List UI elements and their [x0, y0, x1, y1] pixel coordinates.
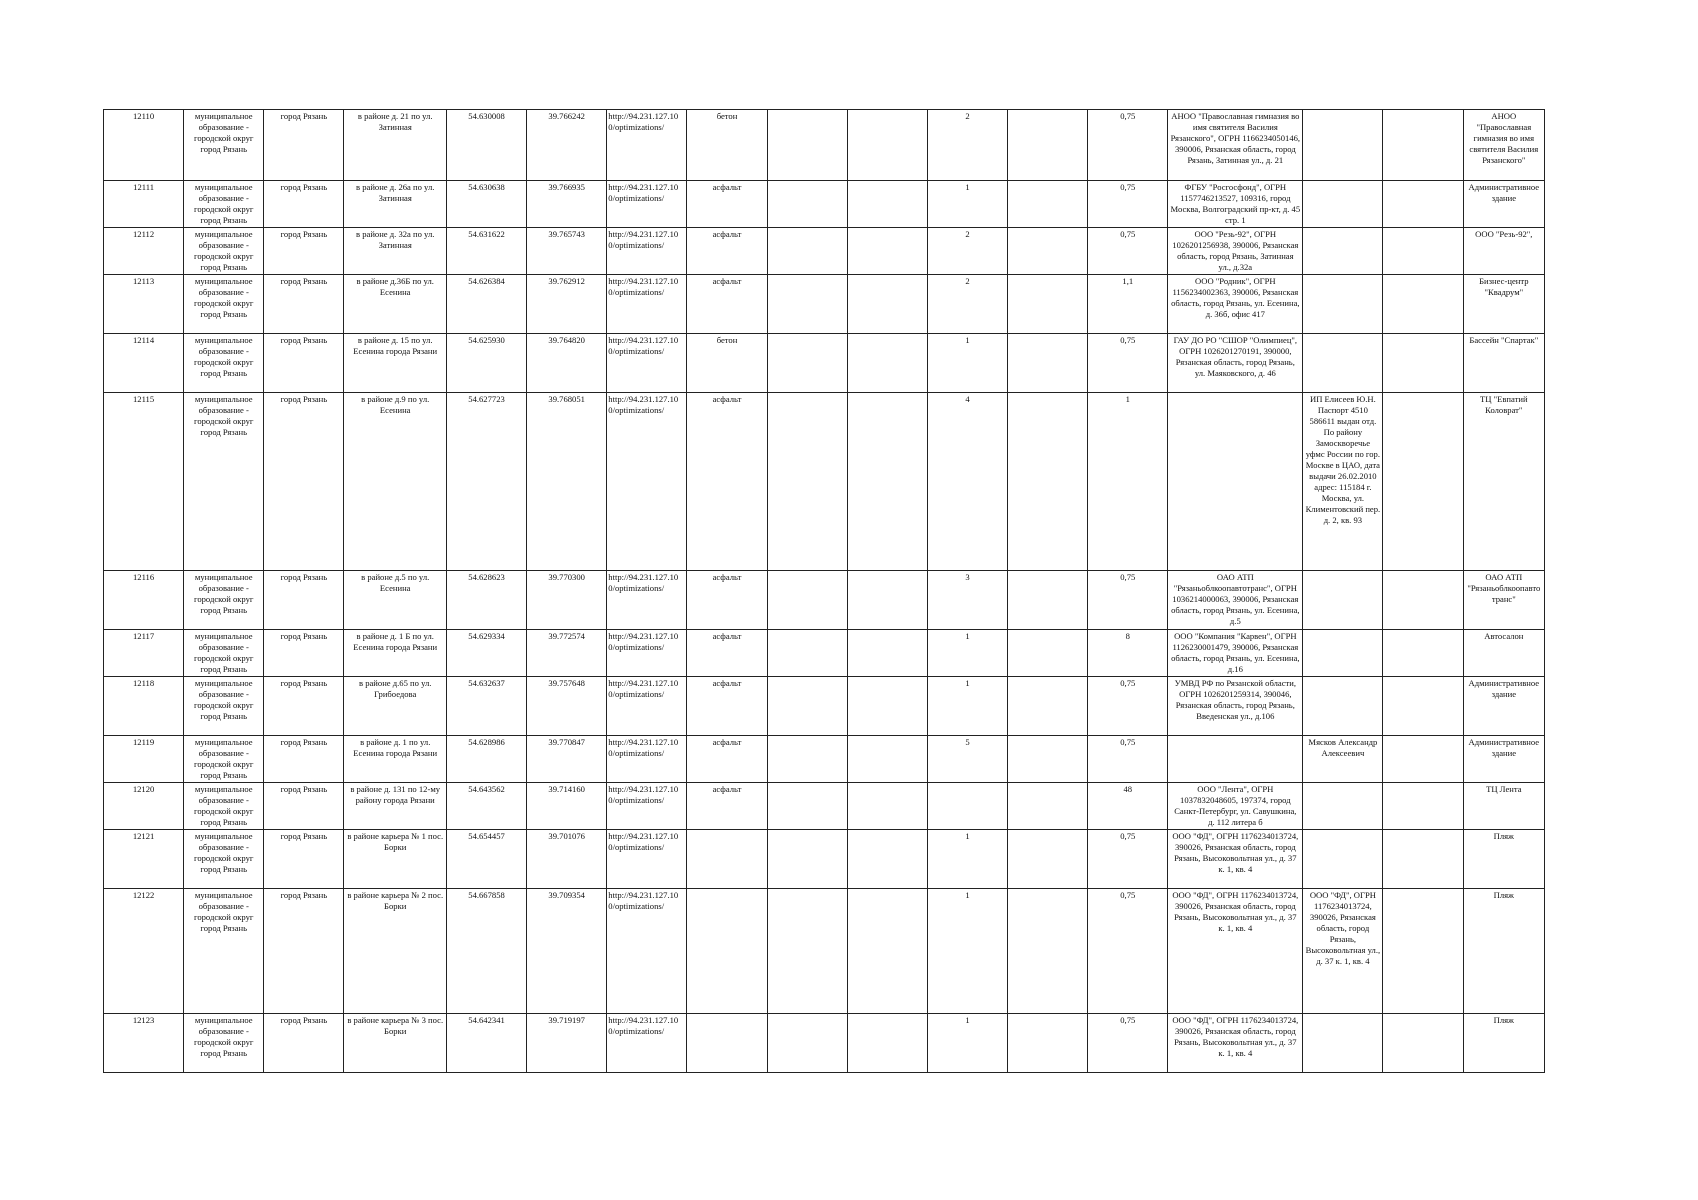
cell-id: 12120: [104, 783, 184, 830]
cell-c9: [767, 571, 847, 630]
cell-surface: асфальт: [687, 677, 767, 736]
cell-mo: муниципальное образование - городской округ город Рязань: [184, 736, 264, 783]
cell-addr: в районе д.65 по ул. Грибоедова: [344, 677, 446, 736]
cell-lon: 39.714160: [527, 783, 607, 830]
cell-city: город Рязань: [264, 334, 344, 393]
cell-id: 12116: [104, 571, 184, 630]
cell-vol: 0,75: [1088, 110, 1168, 181]
cell-facility: Административное здание: [1463, 736, 1544, 783]
cell-mo: муниципальное образование - городской округ город Рязань: [184, 677, 264, 736]
cell-lat: 54.629334: [446, 630, 526, 677]
cell-id: 12110: [104, 110, 184, 181]
cell-addr: в районе д.9 по ул. Есенина: [344, 393, 446, 571]
cell-facility: ТЦ "Евпатий Коловрат": [1463, 393, 1544, 571]
cell-owner_person: [1303, 275, 1383, 334]
cell-facility: Бизнес-центр "Квадрум": [1463, 275, 1544, 334]
cell-lon: 39.766935: [527, 181, 607, 228]
cell-addr: в районе карьера № 3 пос. Борки: [344, 1014, 446, 1073]
cell-facility: Автосалон: [1463, 630, 1544, 677]
cell-c12: [1008, 334, 1088, 393]
cell-url: http://94.231.127.10 0/optimizations/: [607, 228, 687, 275]
cell-c9: [767, 275, 847, 334]
cell-city: город Рязань: [264, 1014, 344, 1073]
cell-city: город Рязань: [264, 830, 344, 889]
cell-addr: в районе карьера № 1 пос. Борки: [344, 830, 446, 889]
table-row: [104, 630, 1545, 677]
cell-mo: муниципальное образование - городской округ город Рязань: [184, 1014, 264, 1073]
cell-lat: 54.630008: [446, 110, 526, 181]
cell-vol: 0,75: [1088, 571, 1168, 630]
cell-facility: ООО "Резь-92",: [1463, 228, 1544, 275]
cell-vol: 0,75: [1088, 736, 1168, 783]
cell-c12: [1008, 783, 1088, 830]
cell-surface: асфальт: [687, 571, 767, 630]
cell-c12: [1008, 275, 1088, 334]
cell-count: 1: [927, 830, 1007, 889]
cell-facility: Пляж: [1463, 1014, 1544, 1073]
cell-id: 12121: [104, 830, 184, 889]
cell-c12: [1008, 181, 1088, 228]
cell-c10: [847, 393, 927, 571]
cell-owner_org: ООО "Резь-92", ОГРН 1026201256938, 390006, Рязанская область, город Рязань, Затинная ул., д.32а: [1168, 228, 1303, 275]
cell-surface: асфальт: [687, 181, 767, 228]
cell-addr: в районе д. 1 Б по ул. Есенина города Рязани: [344, 630, 446, 677]
cell-id: 12119: [104, 736, 184, 783]
cell-surface: [687, 1014, 767, 1073]
cell-surface: асфальт: [687, 393, 767, 571]
cell-c10: [847, 736, 927, 783]
cell-city: город Рязань: [264, 677, 344, 736]
cell-owner_org: ООО "ФД", ОГРН 1176234013724, 390026, Рязанская область, город Рязань, Высоковольтная ул., д. 37 к. 1, кв. 4: [1168, 1014, 1303, 1073]
cell-owner_person: [1303, 630, 1383, 677]
cell-lon: 39.709354: [527, 889, 607, 1014]
cell-c10: [847, 275, 927, 334]
cell-c12: [1008, 830, 1088, 889]
cell-id: 12122: [104, 889, 184, 1014]
cell-c10: [847, 1014, 927, 1073]
cell-vol: 0,75: [1088, 334, 1168, 393]
cell-lon: 39.768051: [527, 393, 607, 571]
table-row: [104, 1014, 1545, 1073]
cell-owner_person: [1303, 1014, 1383, 1073]
cell-mo: муниципальное образование - городской округ город Рязань: [184, 889, 264, 1014]
cell-count: 1: [927, 630, 1007, 677]
cell-lon: 39.770300: [527, 571, 607, 630]
cell-lat: 54.654457: [446, 830, 526, 889]
cell-c10: [847, 110, 927, 181]
cell-owner_org: [1168, 736, 1303, 783]
cell-c9: [767, 736, 847, 783]
registry-table: [103, 109, 1545, 1073]
cell-id: 12112: [104, 228, 184, 275]
cell-url: http://94.231.127.10 0/optimizations/: [607, 830, 687, 889]
cell-vol: 0,75: [1088, 830, 1168, 889]
cell-c16: [1383, 181, 1463, 228]
cell-c16: [1383, 571, 1463, 630]
cell-lat: 54.631622: [446, 228, 526, 275]
cell-owner_person: [1303, 830, 1383, 889]
cell-id: 12117: [104, 630, 184, 677]
cell-lat: 54.667858: [446, 889, 526, 1014]
cell-count: 2: [927, 275, 1007, 334]
cell-surface: асфальт: [687, 630, 767, 677]
cell-c10: [847, 783, 927, 830]
cell-c9: [767, 393, 847, 571]
registry-sheet: [103, 109, 1545, 1073]
cell-owner_org: ООО "Лента", ОГРН 1037832048605, 197374, город Санкт-Петербург, ул. Савушкина, д. 112 литера б: [1168, 783, 1303, 830]
cell-owner_person: [1303, 783, 1383, 830]
cell-owner_org: ООО "ФД", ОГРН 1176234013724, 390026, Рязанская область, город Рязань, Высоковольтная ул., д. 37 к. 1, кв. 4: [1168, 830, 1303, 889]
cell-c16: [1383, 830, 1463, 889]
cell-facility: Административное здание: [1463, 677, 1544, 736]
cell-c10: [847, 830, 927, 889]
cell-c12: [1008, 110, 1088, 181]
cell-lon: 39.701076: [527, 830, 607, 889]
cell-count: 1: [927, 1014, 1007, 1073]
cell-url: http://94.231.127.10 0/optimizations/: [607, 783, 687, 830]
cell-addr: в районе д.36Б по ул. Есенина: [344, 275, 446, 334]
cell-mo: муниципальное образование - городской округ город Рязань: [184, 228, 264, 275]
cell-c16: [1383, 736, 1463, 783]
cell-surface: [687, 889, 767, 1014]
cell-c9: [767, 334, 847, 393]
cell-c10: [847, 334, 927, 393]
cell-url: http://94.231.127.10 0/optimizations/: [607, 889, 687, 1014]
cell-facility: ОАО АТП "Рязаньоблкоопавтотранс": [1463, 571, 1544, 630]
cell-url: http://94.231.127.10 0/optimizations/: [607, 736, 687, 783]
cell-vol: 0,75: [1088, 181, 1168, 228]
cell-vol: 0,75: [1088, 889, 1168, 1014]
cell-mo: муниципальное образование - городской округ город Рязань: [184, 181, 264, 228]
cell-addr: в районе д. 26а по ул. Затинная: [344, 181, 446, 228]
cell-c16: [1383, 889, 1463, 1014]
cell-lon: 39.766242: [527, 110, 607, 181]
cell-mo: муниципальное образование - городской округ город Рязань: [184, 571, 264, 630]
cell-id: 12115: [104, 393, 184, 571]
cell-owner_person: [1303, 181, 1383, 228]
cell-lat: 54.632637: [446, 677, 526, 736]
cell-c9: [767, 181, 847, 228]
cell-count: 1: [927, 677, 1007, 736]
cell-vol: 1: [1088, 393, 1168, 571]
cell-owner_org: [1168, 393, 1303, 571]
cell-owner_org: ГАУ ДО РО "СШОР "Олимпиец", ОГРН 1026201270191, 390000, Рязанская область, город Рязань, ул. Маяковского, д. 46: [1168, 334, 1303, 393]
cell-owner_person: [1303, 677, 1383, 736]
cell-city: город Рязань: [264, 275, 344, 334]
cell-city: город Рязань: [264, 736, 344, 783]
cell-facility: АНОО "Православная гимназия во имя святителя Василия Рязанского": [1463, 110, 1544, 181]
cell-owner_org: ООО "ФД", ОГРН 1176234013724, 390026, Рязанская область, город Рязань, Высоковольтная ул., д. 37 к. 1, кв. 4: [1168, 889, 1303, 1014]
cell-lat: 54.630638: [446, 181, 526, 228]
cell-addr: в районе д.5 по ул. Есенина: [344, 571, 446, 630]
cell-count: 5: [927, 736, 1007, 783]
cell-vol: 1,1: [1088, 275, 1168, 334]
cell-surface: асфальт: [687, 783, 767, 830]
cell-city: город Рязань: [264, 571, 344, 630]
cell-c9: [767, 889, 847, 1014]
cell-c9: [767, 630, 847, 677]
cell-c12: [1008, 393, 1088, 571]
cell-url: http://94.231.127.10 0/optimizations/: [607, 630, 687, 677]
cell-lon: 39.719197: [527, 1014, 607, 1073]
registry-table-body: [104, 110, 1545, 1073]
cell-owner_org: ООО "Родник", ОГРН 1156234002363, 390006, Рязанская область, город Рязань, ул. Есенина, д. 36б, офис 417: [1168, 275, 1303, 334]
cell-owner_person: [1303, 334, 1383, 393]
cell-c10: [847, 630, 927, 677]
cell-owner_person: [1303, 571, 1383, 630]
cell-mo: муниципальное образование - городской округ город Рязань: [184, 830, 264, 889]
cell-facility: Бассейн "Спартак": [1463, 334, 1544, 393]
cell-vol: 0,75: [1088, 1014, 1168, 1073]
cell-facility: Пляж: [1463, 889, 1544, 1014]
cell-c12: [1008, 889, 1088, 1014]
cell-c9: [767, 228, 847, 275]
cell-c12: [1008, 228, 1088, 275]
cell-count: 1: [927, 889, 1007, 1014]
cell-id: 12118: [104, 677, 184, 736]
cell-c16: [1383, 783, 1463, 830]
cell-lat: 54.628986: [446, 736, 526, 783]
cell-lat: 54.643562: [446, 783, 526, 830]
cell-surface: асфальт: [687, 275, 767, 334]
cell-c9: [767, 110, 847, 181]
cell-url: http://94.231.127.10 0/optimizations/: [607, 334, 687, 393]
cell-url: http://94.231.127.10 0/optimizations/: [607, 181, 687, 228]
cell-count: [927, 783, 1007, 830]
cell-url: http://94.231.127.10 0/optimizations/: [607, 677, 687, 736]
cell-c12: [1008, 630, 1088, 677]
cell-count: 1: [927, 181, 1007, 228]
cell-surface: бетон: [687, 110, 767, 181]
cell-c9: [767, 783, 847, 830]
table-row: [104, 571, 1545, 630]
cell-owner_person: [1303, 110, 1383, 181]
cell-facility: Пляж: [1463, 830, 1544, 889]
cell-c12: [1008, 677, 1088, 736]
cell-mo: муниципальное образование - городской округ город Рязань: [184, 630, 264, 677]
table-row: [104, 275, 1545, 334]
cell-addr: в районе д. 21 по ул. Затинная: [344, 110, 446, 181]
cell-id: 12123: [104, 1014, 184, 1073]
cell-surface: [687, 830, 767, 889]
cell-owner_org: ОАО АТП "Рязаньоблкоопавтотранс", ОГРН 1036214000063, 390006, Рязанская область, город Рязань, ул. Есенина, д.5: [1168, 571, 1303, 630]
cell-lon: 39.765743: [527, 228, 607, 275]
table-row: [104, 677, 1545, 736]
cell-c12: [1008, 571, 1088, 630]
cell-owner_person: Мясков Александр Алексеевич: [1303, 736, 1383, 783]
cell-c12: [1008, 1014, 1088, 1073]
cell-lat: 54.626384: [446, 275, 526, 334]
cell-c10: [847, 889, 927, 1014]
cell-facility: ТЦ Лента: [1463, 783, 1544, 830]
cell-owner_person: ООО "ФД", ОГРН 1176234013724, 390026, Рязанская область, город Рязань, Высоковольтная ул., д. 37 к. 1, кв. 4: [1303, 889, 1383, 1014]
cell-c10: [847, 677, 927, 736]
cell-owner_org: ООО "Компания "Карвен", ОГРН 1126230001479, 390006, Рязанская область, город Рязань, ул. Есенина, д.16: [1168, 630, 1303, 677]
cell-vol: 0,75: [1088, 228, 1168, 275]
cell-c16: [1383, 677, 1463, 736]
cell-count: 1: [927, 334, 1007, 393]
cell-city: город Рязань: [264, 630, 344, 677]
cell-lat: 54.642341: [446, 1014, 526, 1073]
cell-lon: 39.764820: [527, 334, 607, 393]
cell-id: 12113: [104, 275, 184, 334]
cell-c16: [1383, 334, 1463, 393]
cell-lat: 54.628623: [446, 571, 526, 630]
table-row: [104, 889, 1545, 1014]
cell-city: город Рязань: [264, 181, 344, 228]
cell-owner_org: ФГБУ "Росгосфонд", ОГРН 1157746213527, 109316, город Москва, Волгоградский пр-кт, д. 45 стр. 1: [1168, 181, 1303, 228]
cell-lon: 39.772574: [527, 630, 607, 677]
cell-city: город Рязань: [264, 393, 344, 571]
cell-lat: 54.627723: [446, 393, 526, 571]
cell-count: 3: [927, 571, 1007, 630]
cell-url: http://94.231.127.10 0/optimizations/: [607, 110, 687, 181]
cell-lon: 39.757648: [527, 677, 607, 736]
cell-owner_person: [1303, 228, 1383, 275]
cell-c12: [1008, 736, 1088, 783]
cell-c10: [847, 228, 927, 275]
cell-id: 12114: [104, 334, 184, 393]
cell-lon: 39.770847: [527, 736, 607, 783]
cell-surface: асфальт: [687, 736, 767, 783]
cell-city: город Рязань: [264, 110, 344, 181]
cell-c16: [1383, 110, 1463, 181]
cell-url: http://94.231.127.10 0/optimizations/: [607, 1014, 687, 1073]
cell-c10: [847, 571, 927, 630]
cell-vol: 8: [1088, 630, 1168, 677]
cell-c16: [1383, 228, 1463, 275]
table-row: [104, 334, 1545, 393]
cell-lon: 39.762912: [527, 275, 607, 334]
cell-addr: в районе д. 15 по ул. Есенина города Рязани: [344, 334, 446, 393]
cell-mo: муниципальное образование - городской округ город Рязань: [184, 783, 264, 830]
cell-mo: муниципальное образование - городской округ город Рязань: [184, 275, 264, 334]
cell-url: http://94.231.127.10 0/optimizations/: [607, 275, 687, 334]
cell-mo: муниципальное образование - городской округ город Рязань: [184, 393, 264, 571]
cell-id: 12111: [104, 181, 184, 228]
cell-c16: [1383, 630, 1463, 677]
table-row: [104, 228, 1545, 275]
table-row: [104, 110, 1545, 181]
cell-addr: в районе д. 1 по ул. Есенина города Рязани: [344, 736, 446, 783]
cell-url: http://94.231.127.10 0/optimizations/: [607, 571, 687, 630]
cell-c10: [847, 181, 927, 228]
table-row: [104, 393, 1545, 571]
cell-c9: [767, 1014, 847, 1073]
table-row: [104, 736, 1545, 783]
cell-city: город Рязань: [264, 889, 344, 1014]
cell-c16: [1383, 393, 1463, 571]
cell-c16: [1383, 1014, 1463, 1073]
table-row: [104, 783, 1545, 830]
cell-surface: бетон: [687, 334, 767, 393]
cell-vol: 0,75: [1088, 677, 1168, 736]
cell-owner_person: ИП Елисеев Ю.Н. Паспорт 4510 586611 выдан отд. По району Замоскворечье уфмс России по гор. Москве в ЦАО, дата выдачи 26.02.2010 адрес: 115184 г. Москва, ул. Климентовский пер. д. 2, кв. 93: [1303, 393, 1383, 571]
cell-addr: в районе д. 32а по ул. Затинная: [344, 228, 446, 275]
cell-count: 2: [927, 228, 1007, 275]
cell-mo: муниципальное образование - городской округ город Рязань: [184, 334, 264, 393]
cell-c9: [767, 830, 847, 889]
cell-addr: в районе карьера № 2 пос. Борки: [344, 889, 446, 1014]
table-row: [104, 181, 1545, 228]
cell-count: 4: [927, 393, 1007, 571]
cell-owner_org: УМВД РФ по Рязанской области, ОГРН 1026201259314, 390046, Рязанская область, город Рязань, Введенская ул., д.106: [1168, 677, 1303, 736]
cell-facility: Административное здание: [1463, 181, 1544, 228]
cell-c9: [767, 677, 847, 736]
cell-lat: 54.625930: [446, 334, 526, 393]
table-row: [104, 830, 1545, 889]
cell-vol: 48: [1088, 783, 1168, 830]
cell-city: город Рязань: [264, 783, 344, 830]
cell-surface: асфальт: [687, 228, 767, 275]
cell-addr: в районе д. 131 по 12-му району города Рязани: [344, 783, 446, 830]
cell-count: 2: [927, 110, 1007, 181]
cell-city: город Рязань: [264, 228, 344, 275]
cell-mo: муниципальное образование - городской округ город Рязань: [184, 110, 264, 181]
cell-owner_org: АНОО "Православная гимназия во имя святителя Василия Рязанского", ОГРН 1166234050146, 390006, Рязанская область, город Рязань, Затинная ул., д. 21: [1168, 110, 1303, 181]
cell-c16: [1383, 275, 1463, 334]
cell-url: http://94.231.127.10 0/optimizations/: [607, 393, 687, 571]
